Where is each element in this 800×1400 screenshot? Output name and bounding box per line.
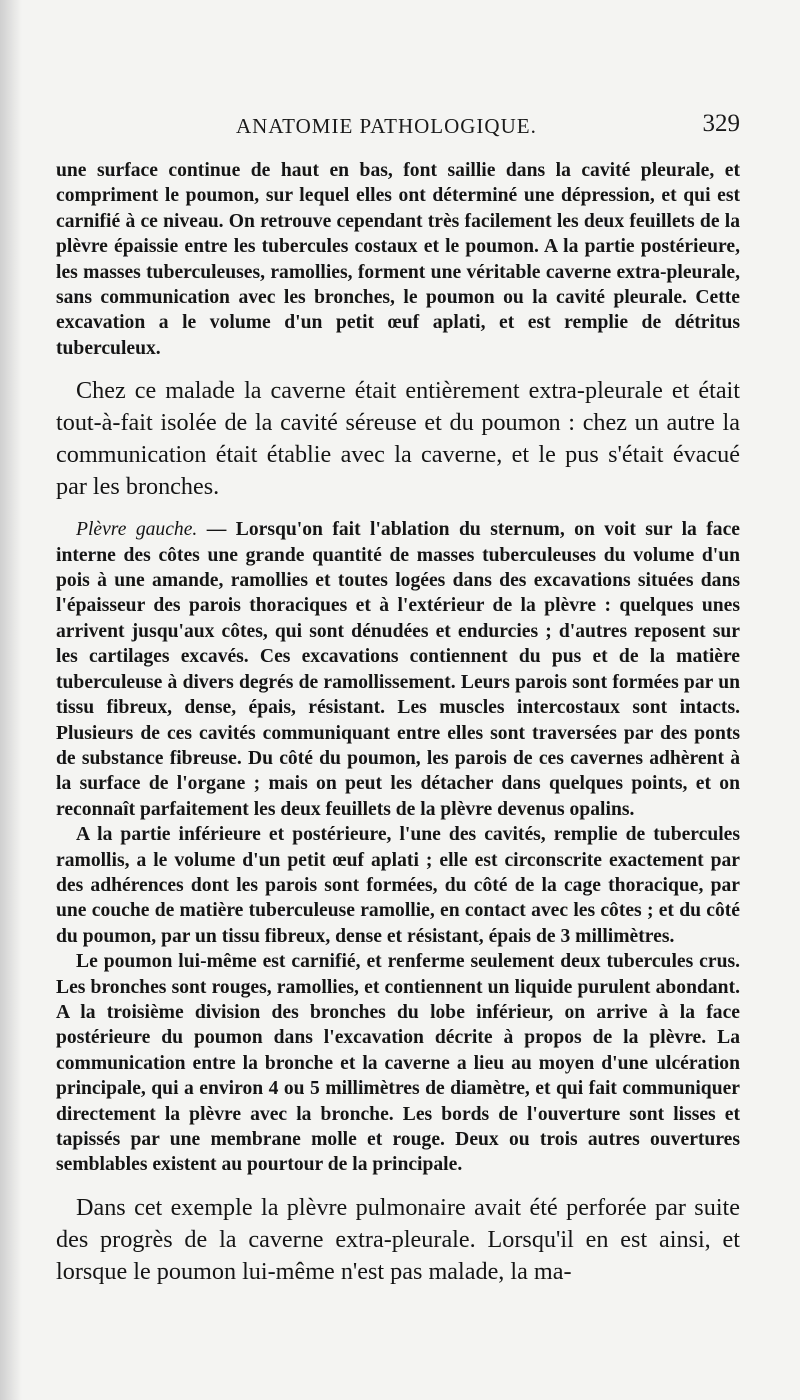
paragraph-large-1: Chez ce malade la caverne était entièrement extra-pleurale et était tout-à-fait isolée de la cavité séreuse et du poumon : chez un autre la communication était établie avec la caverne, et le pus s'était évacué par les bronches.: [56, 377, 740, 501]
section-lead: Plèvre gauche.: [76, 519, 198, 541]
page-header: [56, 110, 740, 140]
paragraph-plevre-gauche: [56, 517, 740, 822]
page-number: 329: [702, 110, 740, 137]
page-gutter-shadow: [0, 0, 22, 1400]
paragraph-large-2: Dans cet exemple la plèvre pulmonaire avait été perforée par suite des progrès de la caverne extra-pleurale. Lorsqu'il en est ainsi, et lorsque le poumon lui-même n'est pas malade, la ma-: [56, 1193, 740, 1285]
paragraph-continued: une surface continue de haut en bas, font saillie dans la cavité pleurale, et compriment le poumon, sur lequel elles ont déterminé une dépression, et qui est carnifié à ce niveau. On retrouve cependant très facilement les deux feuillets de la plèvre épaissie entre les tubercules costaux et le poumon. A la partie postérieure, les masses tuberculeuses, ramollies, forment une véritable caverne extra-pleurale, sans communication avec les bronches, le poumon ou la cavité pleurale. Cette excavation a le volume d'un petit œuf aplati, et est remplie de détritus tuberculeux.: [56, 160, 740, 359]
paragraph-text: — Lorsqu'on fait l'ablation du sternum, on voit sur la face interne des côtes une grande quantité de masses tuberculeuses du volume d'un pois à une amande, ramollies et toutes logées dans des excavations situées dans l'épaisseur des parois thoraciques et à l'extérieur de la plèvre : quelques unes arrivent jusqu'aux côtes, qui sont dénudées et endurcies ; d'autres reposent sur les cartilages excavés. Ces excavations contiennent du pus et de la matière tuberculeuse à divers degrés de ramollissement. Leurs parois sont formées par un tissu fibreux, dense, épais, résistant. Les muscles intercostaux sont intacts. Plusieurs de ces cavités communiquant entre elles sont traversées par des ponts de substance fibreuse. Du côté du poumon, les parois de ces cavernes adhèrent à la surface de l'organe ; mais on peut les détacher dans quelques points, et on reconnaît parfaitement les deux feuillets de la plèvre devenus opalins.: [56, 519, 740, 820]
running-title: ANATOMIE PATHOLOGIQUE.: [236, 114, 537, 138]
paragraph-partie-inferieure: A la partie inférieure et postérieure, l'une des cavités, remplie de tubercules ramollis, a le volume d'un petit œuf aplati ; elle est circonscrite exactement par des adhérences dont les parois sont formées, du côté de la cage thoracique, par une couche de matière tuberculeuse ramollie, en contact avec les côtes ; et du côté du poumon, par un tissu fibreux, dense et résistant, épais de 3 millimètres.: [56, 824, 740, 947]
paragraph-poumon: Le poumon lui-même est carnifié, et renferme seulement deux tubercules crus. Les bronches sont rouges, ramollies, et contiennent un liquide purulent abondant. A la troisième division des bronches du lobe inférieur, on arrive à la face postérieure du poumon dans l'excavation décrite à propos de la plèvre. La communication entre la bronche et la caverne a lieu au moyen d'une ulcération principale, qui a environ 4 ou 5 millimètres de diamètre, et qui fait communiquer directement la plèvre avec la bronche. Les bords de l'ouverture sont lisses et tapissés par une membrane molle et rouge. Deux ou trois autres ouvertures semblables existent au pourtour de la principale.: [56, 951, 740, 1176]
page-body: [56, 146, 740, 1288]
